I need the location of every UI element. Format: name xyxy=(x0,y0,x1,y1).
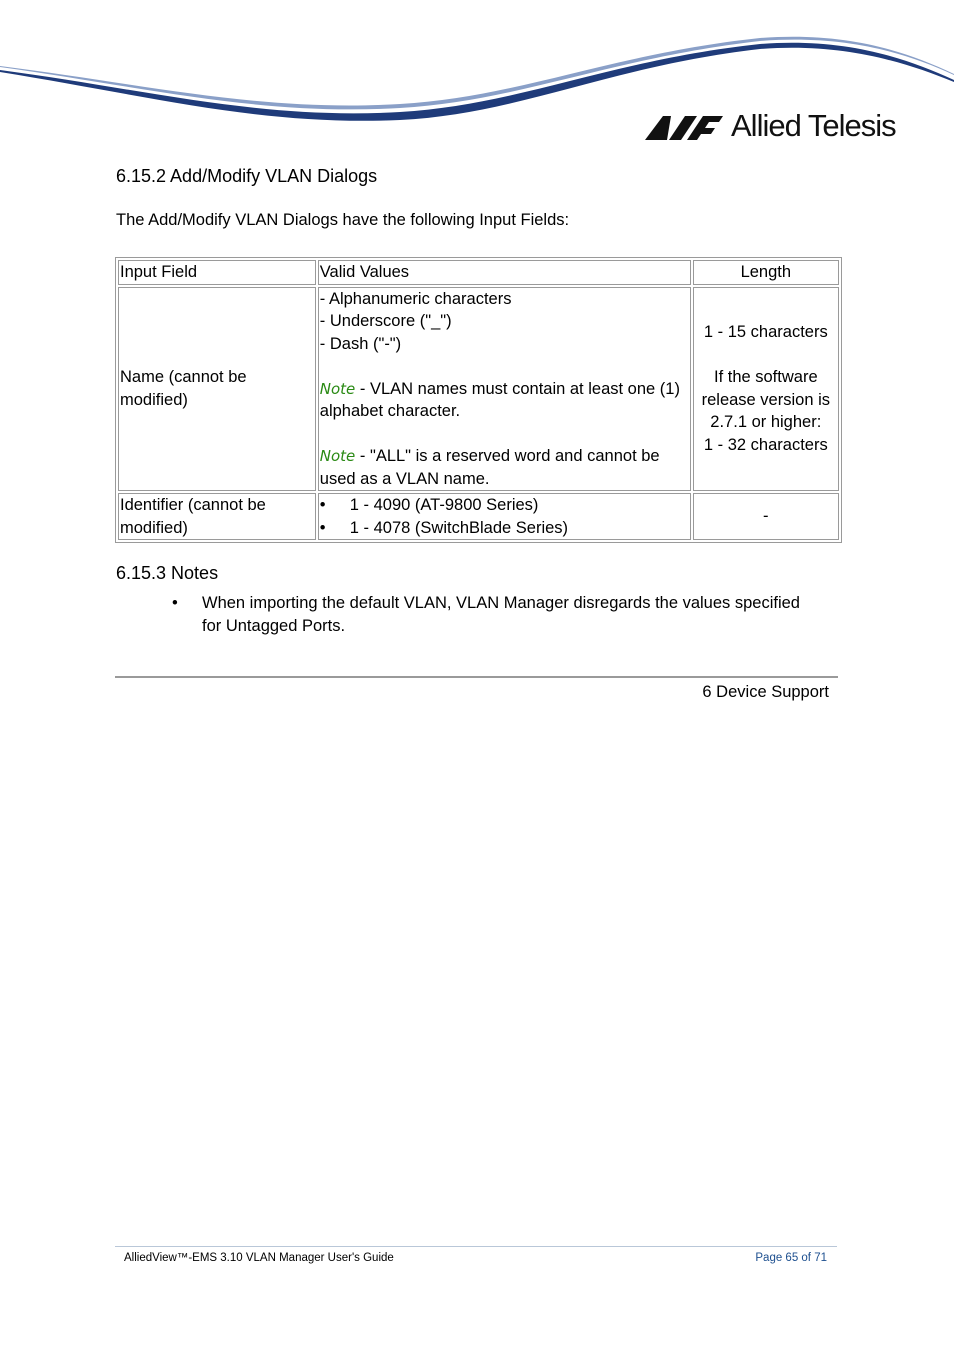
notes-heading: 6.15.3 Notes xyxy=(116,563,219,583)
section-divider xyxy=(115,676,838,678)
table-header-row xyxy=(118,260,839,285)
table-row xyxy=(118,287,839,492)
length-value: 1 - 15 characters xyxy=(703,323,828,342)
note-paragraph xyxy=(320,445,689,490)
list-item: • 1 - 4078 (SwitchBlade Series) xyxy=(320,517,689,540)
cell-length-name xyxy=(693,287,839,492)
intro-paragraph: The Add/Modify VLAN Dialogs have the following Input Fields: xyxy=(116,211,570,229)
list-item: - Dash ("-") xyxy=(319,334,402,353)
list-item: • 1 - 4090 (AT-9800 Series) xyxy=(320,494,689,517)
footer-page-number: Page 65 of 71 xyxy=(755,1252,827,1264)
chapter-reference: 6 Device Support xyxy=(702,683,829,701)
note-text: - VLAN names must contain at least one (1) alphabet character. xyxy=(319,379,680,420)
header-length: Length xyxy=(693,260,839,285)
list-item: - Alphanumeric characters xyxy=(319,289,512,308)
logo-text: Allied Telesis xyxy=(731,108,896,143)
header-valid-values: Valid Values xyxy=(318,260,691,285)
length-condition: If the software release version is 2.7.1 or higher: xyxy=(701,368,830,432)
cell-field-identifier: Identifier (cannot be modified) xyxy=(118,493,316,540)
company-logo xyxy=(645,108,896,144)
length-value-extended: 1 - 32 characters xyxy=(703,435,828,454)
notes-list xyxy=(172,592,812,638)
cell-valid-values-name xyxy=(318,287,691,492)
header-input-field: Input Field xyxy=(118,260,316,285)
bullet-icon: • xyxy=(172,594,178,612)
note-paragraph xyxy=(320,378,689,423)
cell-length-identifier: - xyxy=(693,493,839,540)
bullet-icon: • xyxy=(319,518,326,537)
footer-divider xyxy=(115,1246,837,1247)
note-text: - "ALL" is a reserved word and cannot be used as a VLAN name. xyxy=(319,447,660,488)
cell-valid-values-identifier xyxy=(318,493,691,540)
section-heading: 6.15.2 Add/Modify VLAN Dialogs xyxy=(116,166,378,186)
table-row xyxy=(118,493,839,540)
input-fields-table xyxy=(115,257,842,543)
list-item: • When importing the default VLAN, VLAN Manager disregards the values specified for Untagged Ports. xyxy=(172,594,800,635)
footer-document-title: AlliedView™-EMS 3.10 VLAN Manager User's Guide xyxy=(124,1252,394,1264)
cell-field-name: Name (cannot be modified) xyxy=(118,287,316,492)
list-item: - Underscore ("_") xyxy=(319,312,452,330)
bullet-icon: • xyxy=(319,496,326,514)
allied-telesis-logo-icon xyxy=(645,112,725,140)
note-label: Note xyxy=(319,379,356,398)
note-label: Note xyxy=(319,447,356,465)
